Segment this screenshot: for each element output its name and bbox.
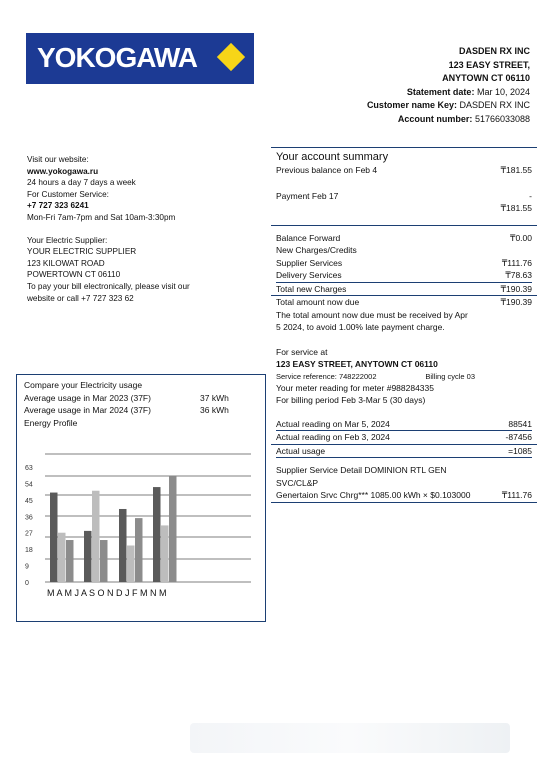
chart-bar	[100, 540, 108, 582]
service-ref-row	[276, 371, 532, 382]
pay-note-1: To pay your bill electronically, please visit our	[27, 281, 190, 291]
customer-name-row	[367, 99, 530, 113]
balance-forward-value: ₸0.00	[510, 232, 532, 243]
logo-diamond-icon	[217, 43, 245, 71]
service-for-label: For service at	[276, 346, 328, 357]
usage-title: Compare your Electricity usage	[24, 380, 143, 390]
energy-profile-chart	[17, 375, 265, 621]
new-charges-label: New Charges/Credits	[276, 245, 357, 255]
svc-code: SVC/CL&P	[276, 477, 319, 488]
customer-service-hours: Mon-Fri 7am-7pm and Sat 10am-3:30pm	[27, 212, 176, 222]
delivery-services-row	[276, 269, 532, 282]
x-axis-labels: M A M J A S O N D J F M N M	[47, 588, 167, 598]
supplier-label: Your Electric Supplier:	[27, 235, 108, 245]
avg-2024-label: Average usage in Mar 2024 (37F)	[24, 405, 151, 415]
chart-bar	[58, 533, 66, 582]
payment-row	[276, 190, 532, 203]
chart-bar	[50, 493, 58, 582]
actual-feb-value: -87456	[505, 432, 532, 442]
chart-bar	[127, 545, 135, 582]
previous-balance-label: Previous balance on Feb 4	[276, 165, 378, 175]
chart-bar	[161, 525, 169, 582]
statement-date: Mar 10, 2024	[476, 86, 530, 97]
y-tick-label: 45	[25, 497, 33, 505]
service-for-row	[276, 346, 532, 359]
service-reference: Service reference: 748222002	[276, 371, 377, 381]
account-number-label: Account number:	[397, 113, 473, 124]
y-tick-label: 0	[25, 580, 29, 587]
avg-2023-label: Average usage in Mar 2023 (37F)	[24, 392, 151, 403]
visit-label: Visit our website:	[27, 155, 89, 164]
service-address-row	[276, 358, 532, 371]
balance-forward-row	[276, 232, 532, 245]
payment-value: -	[529, 190, 532, 201]
actual-mar-row	[276, 418, 532, 431]
svc-code-row	[276, 477, 532, 490]
hours-text: 24 hours a day 7 days a week	[27, 178, 136, 188]
subtotal-value: ₸181.55	[500, 203, 532, 213]
chart-bar	[66, 540, 74, 582]
address-line-2: ANYTOWN CT 06110	[442, 73, 530, 84]
supplier-address-1: 123 KILOWAT ROAD	[27, 258, 105, 268]
y-tick-label: 36	[25, 514, 33, 522]
meter-row	[276, 382, 532, 395]
supplier-detail: Supplier Service Detail DOMINION RTL GEN	[276, 465, 447, 475]
chart-bar	[135, 518, 143, 582]
address-line-1: 123 EASY STREET,	[448, 59, 530, 70]
customer-service-phone: +7 727 323 6241	[27, 201, 89, 211]
previous-balance-value: ₸181.55	[500, 165, 532, 175]
y-tick-label: 54	[25, 481, 33, 489]
supplier-address-2: POWERTOWN CT 06110	[27, 270, 121, 280]
logo-text: YOKOGAWA	[37, 42, 198, 73]
y-tick-label: 27	[25, 530, 33, 538]
account-summary	[271, 147, 537, 503]
y-tick-label: 18	[25, 547, 33, 555]
supplier-name: YOUR ELECTRIC SUPPLIER	[27, 247, 137, 257]
total-due-row	[276, 296, 532, 309]
payment-label: Payment Feb 17	[276, 190, 339, 201]
supplier-detail-row	[276, 464, 532, 477]
supplier-services-value: ₸111.76	[501, 257, 532, 268]
supplier-services-label: Supplier Services	[276, 257, 343, 268]
meter-line: Your meter reading for meter #988284335	[276, 382, 434, 393]
footer-watermark	[190, 723, 510, 753]
total-new-charges-label: Total new Charges	[276, 283, 347, 294]
balance-forward-label: Balance Forward	[276, 232, 341, 243]
total-new-charges-row	[276, 283, 532, 296]
statement-date-label: Statement date:	[406, 86, 475, 97]
service-address: 123 EASY STREET, ANYTOWN CT 06110	[276, 359, 438, 369]
chart-bar	[119, 509, 127, 582]
website-link[interactable]: www.yokogawa.ru	[27, 166, 99, 176]
period-line: For billing period Feb 3-Mar 5 (30 days)	[276, 395, 426, 405]
due-note-1-text: The total amount now due must be received by Apr	[276, 309, 468, 320]
usage-comparison-box	[16, 374, 266, 622]
avg-2024-value: 36 kWh	[200, 405, 229, 415]
supplier-services-row	[276, 257, 532, 270]
actual-mar-label: Actual reading on Mar 5, 2024	[276, 418, 390, 429]
yokogawa-logo	[26, 33, 254, 84]
chart-bar	[92, 491, 100, 582]
actual-feb-label: Actual reading on Feb 3, 2024	[276, 432, 390, 442]
customer-name-label: Customer name Key:	[366, 100, 457, 111]
total-new-charges-value: ₸190.39	[500, 283, 532, 294]
energy-profile-label: Energy Profile	[24, 417, 78, 428]
subtotal-row	[276, 202, 532, 215]
summary-title: Your account summary	[276, 151, 389, 163]
usage-row	[276, 445, 532, 458]
pay-note-2: website or call +7 727 323 62	[27, 293, 134, 303]
customer-service-label: For Customer Service:	[27, 189, 109, 199]
total-due-label: Total amount now due	[276, 297, 360, 307]
company-name: DASDEN RX INC	[458, 46, 530, 56]
y-tick-label: 63	[25, 465, 33, 472]
new-charges-row	[276, 244, 532, 257]
chart-bar	[169, 476, 177, 582]
due-note-2	[276, 321, 532, 334]
due-note-2-text: 5 2024, to avoid 1.00% late payment charge.	[276, 322, 445, 332]
total-due-value: ₸190.39	[500, 297, 532, 307]
actual-mar-value: 88541	[508, 418, 532, 429]
generation-row	[276, 489, 532, 502]
due-note-1	[276, 309, 532, 322]
generation-line: Genertaion Srvc Chrg*** 1085.00 kWh × $0.103000	[276, 490, 471, 500]
y-tick-label: 9	[25, 563, 29, 571]
billing-cycle: Billing cycle 03	[425, 371, 475, 381]
previous-balance-row	[276, 164, 532, 177]
usage-value: =1085	[508, 445, 532, 456]
delivery-services-value: ₸78.63	[505, 270, 532, 280]
actual-feb-row	[276, 431, 532, 444]
account-number: 51766033088	[474, 113, 530, 124]
delivery-services-label: Delivery Services	[276, 270, 342, 280]
customer-name: DASDEN RX INC	[459, 100, 530, 111]
generation-value: ₸111.76	[501, 490, 532, 500]
customer-header	[367, 45, 530, 127]
contact-info	[27, 154, 262, 304]
account-number-row	[367, 113, 530, 127]
avg-2023-value: 37 kWh	[200, 392, 229, 403]
chart-bar	[153, 487, 161, 582]
statement-date-row	[367, 86, 530, 100]
usage-label: Actual usage	[276, 445, 326, 456]
chart-bar	[84, 531, 92, 582]
period-row	[276, 394, 532, 407]
